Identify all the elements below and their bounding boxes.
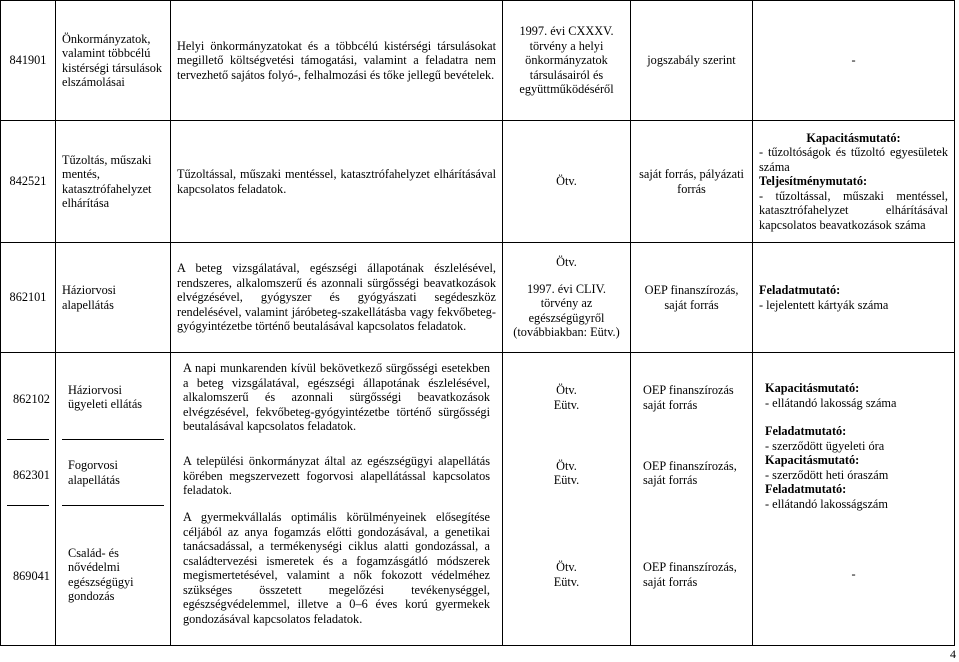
indicator-heading: Kapacitásmutató: [765,381,860,395]
law-line: 1997. évi CLIV. törvény az egészségügyről (továbbiakban: Eütv.) [513,281,620,340]
row-name [62,506,164,643]
row-name [62,440,164,506]
indicator-heading: Feladatmutató: [765,424,847,438]
row-indicator [753,121,955,243]
indicator-heading: Feladatmutató: [765,482,847,496]
table-row [1,243,955,353]
indicator-dash: - [851,567,856,582]
row-funding [637,506,746,643]
indicator-text: - tűzoltással, műszaki mentéssel, katasztrófahelyzet elhárításával kapcsolatos beavatkozások száma [759,188,948,232]
row-description: A napi munkarenden kívül bekövetkező sürgősségi esetekben a beteg vizsgálatával, egészségi állapotának észlelésével, alkalomszerű és azonnali sürgősségi beavatkozások elvégzésével, fekvőbeteg-gyógyintézetbe történő sürgősségi beutalásával kapcsolatos feladatok. [183,361,490,433]
indicator-heading: Kapacitásmutató: [806,130,901,145]
row-funding-text: OEP finanszírozás saját forrás [643,383,734,412]
group-descriptions [171,353,503,646]
row-funding [637,355,746,440]
row-funding-text: OEP finanszírozás, saját forrás [643,560,737,589]
indicator-heading: Feladatmutató: [759,283,841,297]
indicator-text: - szerződött ügyeleti óra [765,438,885,453]
row-description: Tűzoltással, műszaki mentéssel, katasztrófahelyzet elhárításával kapcsolatos feladatok. [171,121,503,243]
indicator-text: - szerződött heti óraszám [765,467,889,482]
row-description: A beteg vizsgálatával, egészségi állapotának észlelésével, rendszeres, alkalomszerű és azonnali sürgősségi beavatkozások elvégzésével, gyógyszer és gyógyászati segédeszköz rendelésével, valamint járóbeteg-szakellátásba vagy fekvőbeteg-gyógyintézetbe történő beutalásával kapcsolatos feladatok. [171,243,503,353]
row-indicator [753,243,955,353]
indicator-text: - lejelentett kártyák száma [759,297,889,312]
row-funding: OEP finanszírozás, saját forrás [631,243,753,353]
row-code: 842521 [1,121,56,243]
row-name: Önkormányzatok, valamint többcélú kistérségi társulások elszámolásai [56,1,171,121]
indicator-heading: Kapacitásmutató: [765,453,860,467]
table-row-group [1,353,955,646]
row-code: 869041 [13,569,50,583]
group-laws [503,353,631,646]
indicator-block [759,355,948,511]
row-funding [637,440,746,506]
row-name: Tűzoltás, műszaki mentés, katasztrófahelyzet elhárítása [56,121,171,243]
group-names [56,353,171,646]
indicator-heading: Teljesítménymutató: [759,174,868,189]
row-funding: saját forrás, pályázati forrás [631,121,753,243]
table-row [1,121,955,243]
indicator-text: - ellátandó lakosság száma [765,395,897,410]
row-law: Ötv. [503,121,631,243]
indicator-text: - tűzoltóságok és tűzoltó egyesületek száma [759,145,948,174]
row-code: 862301 [7,440,49,506]
page-number: 4 [950,647,956,661]
row-law: Ötv. Eütv. [553,458,580,487]
row-law: Ötv. Eütv. [553,383,580,412]
row-description: A települési önkormányzat által az egészségügyi alapellátás körében megszervezett fogorvosi alapellátással kapcsolatos feladatok. [183,454,490,497]
row-description: Helyi önkormányzatokat és a többcélú kistérségi társulásokat megillető költségvetési támogatási, valamint a feladatra nem tervezhető sajátos folyó-, felhalmozási és tőke jellegű bevételek. [171,1,503,121]
row-code: 862102 [7,355,49,440]
row-name [62,355,164,440]
row-name-text: Család- és nővédelmi egészségügyi gondozás [68,545,134,603]
table-row [1,1,955,121]
row-law: 1997. évi CXXXV. törvény a helyi önkormányzatok társulásairól és együttműködéséről [503,1,631,121]
row-name: Háziorvosi alapellátás [56,243,171,353]
row-law [503,243,631,353]
group-indicator [753,353,955,646]
row-funding: jogszabály szerint [631,1,753,121]
law-line: Ötv. [556,255,577,270]
row-code: 841901 [1,1,56,121]
row-law: Ötv. Eütv. [553,560,580,589]
row-name-text: Háziorvosi ügyeleti ellátás [68,382,143,411]
group-codes [1,353,56,646]
row-name-text: Fogorvosi alapellátás [68,458,120,487]
row-code: 862101 [1,243,56,353]
row-description: A gyermekvállalás optimális körülményeinek elősegítése céljából az anya fogamzás előtti gondozásával, a genetikai tanácsadással, a termékenységi ciklus alatti gondozással, a családtervezési ismeretek és a fogamzásgátló módszerek megismertetésével, valamint a nők fokozott védelméhez szükséges összetett megelőzési tevékenységgel, egészségvédelemmel, illetve a 0–6 éves korú gyermekek gondozásával kapcsolatos feladatok. [183,510,490,626]
row-funding-text: OEP finanszírozás, saját forrás [643,458,737,487]
indicator-text: - ellátandó lakosságszám [765,496,888,511]
group-funding [631,353,753,646]
row-indicator: - [753,1,955,121]
